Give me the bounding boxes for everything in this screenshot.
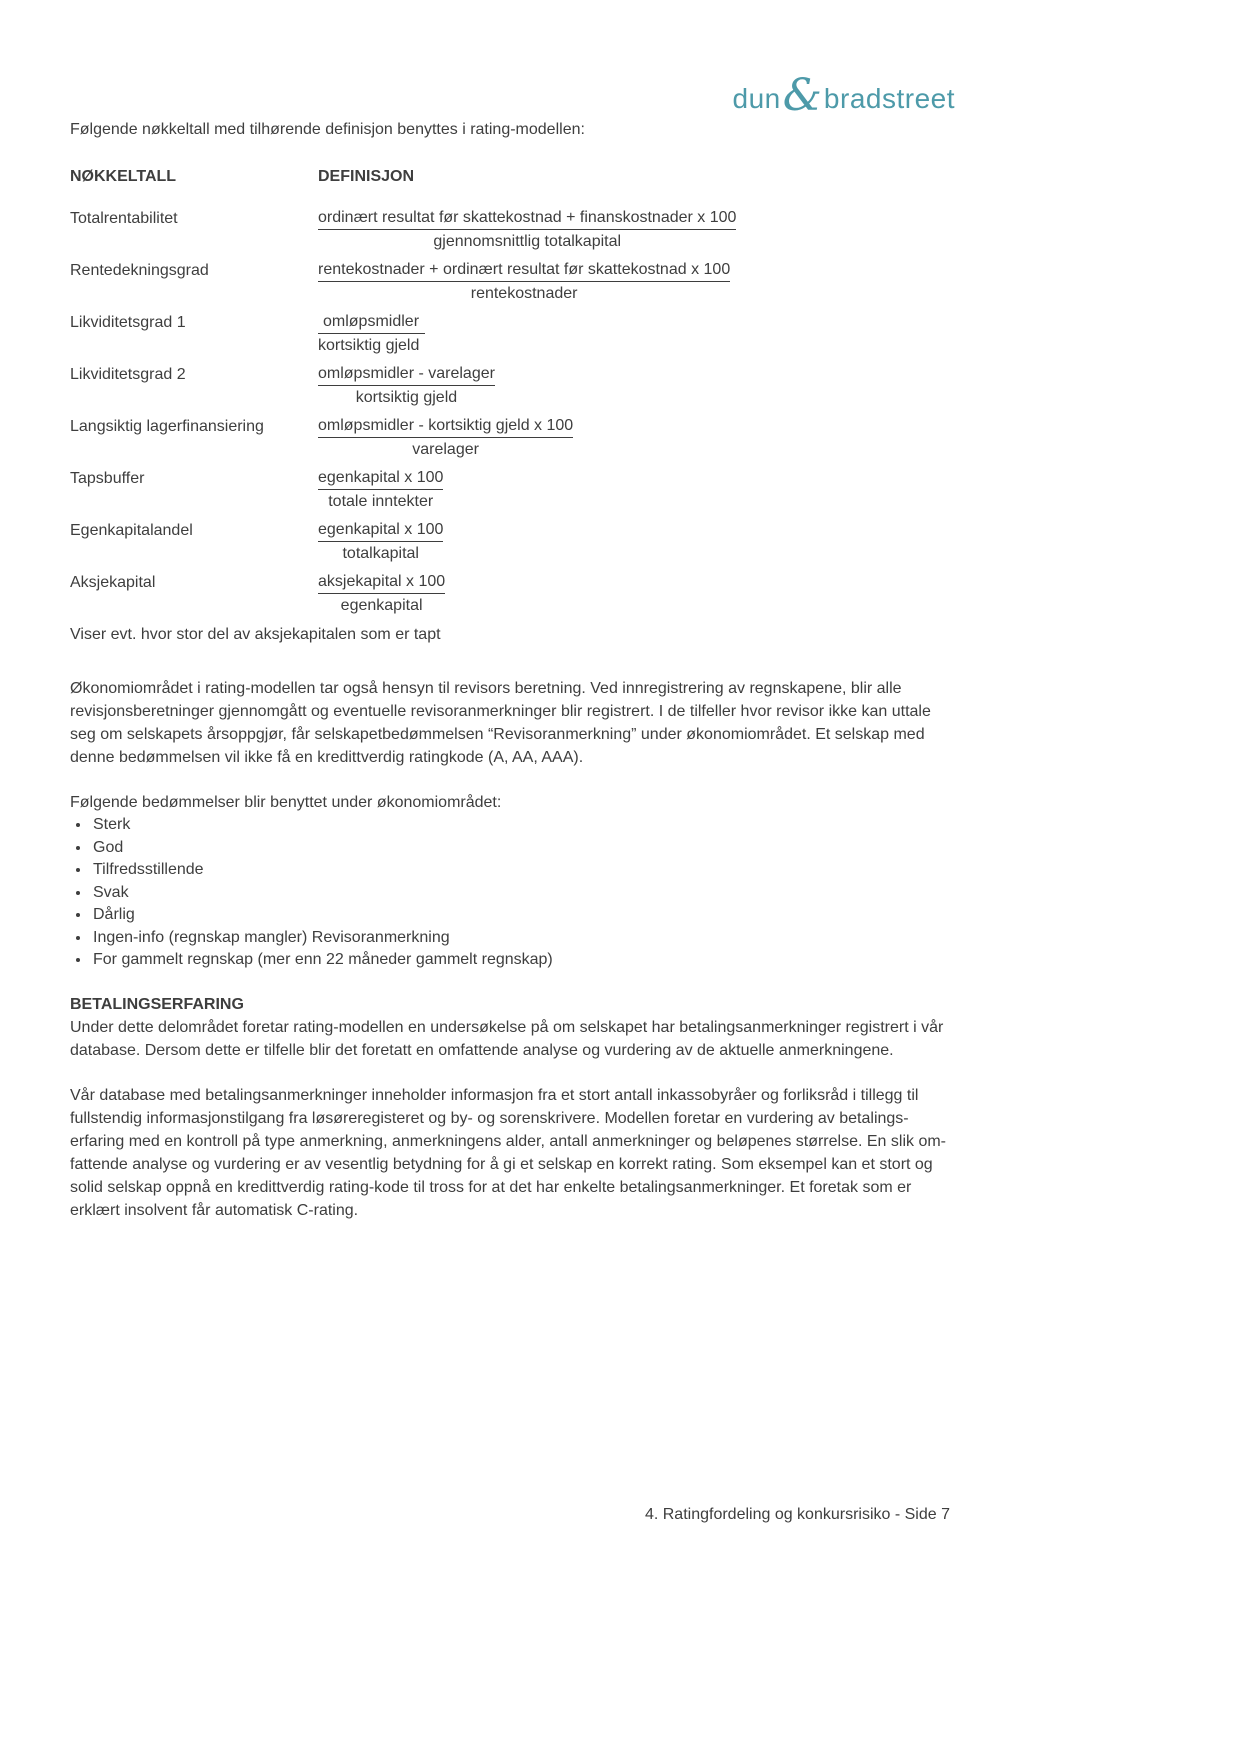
ratio-label: Rentedekningsgrad: [70, 262, 209, 279]
formula-denominator: totalkapital: [342, 545, 419, 562]
formula-fraction: [318, 207, 736, 252]
ratio-label: Likviditetsgrad 1: [70, 314, 186, 331]
page-content: [70, 0, 955, 1222]
formula-fraction: [318, 259, 730, 304]
formula-denominator: egenkapital: [340, 597, 423, 614]
formula-numerator: egenkapital x 100: [318, 467, 443, 490]
formula-denominator: kortsiktig gjeld: [318, 337, 420, 354]
ratio-label: Aksjekapital: [70, 574, 156, 591]
logo-text-bradstreet: bradstreet: [823, 83, 955, 114]
dun-bradstreet-logo: [70, 70, 955, 121]
list-item: • Svak: [91, 882, 955, 905]
formula-denominator: varelager: [412, 441, 479, 458]
ratio-formula: [318, 571, 445, 617]
payment-experience-paragraph-1: Under dette delområdet foretar rating-modellen en undersøkelse på om selskapet har betalingsanmerkninger registrert i vår database. Dersom dette er tilfelle blir det foretatt en omfattende analyse og vurdering av de aktuelle anmerkningene.: [70, 1018, 944, 1059]
table-row: [70, 415, 955, 461]
ratio-label: Tapsbuffer: [70, 470, 145, 487]
list-item: • God: [91, 837, 955, 860]
ratio-label: Egenkapitalandel: [70, 522, 193, 539]
formula-denominator: rentekostnader: [470, 285, 578, 302]
ampersand-icon: &: [782, 70, 822, 121]
formula-fraction: [318, 467, 443, 512]
list-item: • Ingen-info (regnskap mangler) Revisoranmerkning: [91, 927, 955, 950]
assessments-list: [70, 814, 955, 972]
logo-text-dun: dun: [732, 83, 781, 114]
formula-numerator: rentekostnader + ordinært resultat før skattekostnad x 100: [318, 259, 730, 282]
column-header-definisjon: DEFINISJON: [318, 168, 415, 185]
table-row: [70, 519, 955, 565]
assessments-list-intro: Følgende bedømmelser blir benyttet under økonomiområdet:: [70, 794, 502, 811]
table-row: [70, 207, 955, 253]
formula-fraction: [318, 415, 573, 460]
table-note: Viser evt. hvor stor del av aksjekapitalen som er tapt: [70, 626, 441, 643]
ratio-label: Likviditetsgrad 2: [70, 366, 186, 383]
formula-fraction: [318, 519, 443, 564]
list-item: • Tilfredsstillende: [91, 859, 955, 882]
page-footer: 4. Ratingfordeling og konkursrisiko - Side 7: [644, 1506, 950, 1523]
formula-numerator: omløpsmidler: [318, 311, 425, 334]
ratio-formula: [318, 207, 736, 253]
formula-numerator: egenkapital x 100: [318, 519, 443, 542]
formula-denominator: kortsiktig gjeld: [355, 389, 458, 406]
economy-area-paragraph: Økonomiområdet i rating-modellen tar også hensyn til revisors beretning. Ved innregistrering av regnskapene, blir alle revisjonsberetninger gjennomgått og eventuelle revisoranmerkninger blir registrert. I de tilfeller hvor revisor ikke kan uttale seg om selskapets årsoppgjør, får selskapetbedømmelsen “Revisoranmerkning” under økonomiområdet. Et selskap med denne bedømmelsen vil ikke få en kredittverdig ratingkode (A, AA, AAA).: [70, 680, 931, 766]
ratio-label: Langsiktig lagerfinansiering: [70, 418, 264, 435]
table-header-row: [70, 165, 955, 188]
list-item: • For gammelt regnskap (mer enn 22 måneder gammelt regnskap): [91, 949, 955, 972]
list-item: • Sterk: [91, 814, 955, 837]
table-row: [70, 311, 955, 357]
ratio-formula: [318, 415, 573, 461]
ratio-formula: [318, 259, 730, 305]
column-header-nokkeltall: NØKKELTALL: [70, 168, 177, 185]
table-row: [70, 363, 955, 409]
ratios-table: [70, 165, 955, 646]
ratio-formula: [318, 363, 495, 409]
ratio-formula: [318, 311, 425, 357]
table-row: [70, 467, 955, 513]
formula-fraction: [318, 363, 495, 408]
formula-denominator: totale inntekter: [328, 493, 434, 510]
formula-numerator: ordinært resultat før skattekostnad + finanskostnader x 100: [318, 207, 736, 230]
section-heading-betalingserfaring: BETALINGSERFARING: [70, 995, 244, 1013]
formula-fraction: [318, 311, 425, 356]
formula-numerator: aksjekapital x 100: [318, 571, 445, 594]
list-item: • Dårlig: [91, 904, 955, 927]
formula-fraction: [318, 571, 445, 616]
ratio-label: Totalrentabilitet: [70, 210, 178, 227]
table-row: [70, 259, 955, 305]
payment-experience-paragraph-2: Vår database med betalingsanmerkninger inneholder informasjon fra et stort antall inkassobyråer og forliksråd i tillegg til fullstendig informasjonstilgang fra løsøreregisteret og by- og sorenskrivere. Modellen foretar en vurdering av betalings- erfaring med en kontroll på type anmerkning, anmerkningens alder, antall anmerkninger og beløpenes størrelse. En slik om- fattende analyse og vurdering er av vesentlig betydning for å gi et selskap en korrekt rating. Som eksempel kan et stort og solid selskap oppnå en kredittverdig rating-kode til tross for at det har enkelte betalingsanmerkninger. Et foretak som er erklært insolvent får automatisk C-rating.: [70, 1086, 946, 1219]
ratio-formula: [318, 519, 443, 565]
table-row: [70, 571, 955, 617]
intro-text: Følgende nøkkeltall med tilhørende definisjon benyttes i rating-modellen:: [70, 121, 585, 138]
formula-numerator: omløpsmidler - varelager: [318, 363, 495, 386]
formula-denominator: gjennomsnittlig totalkapital: [433, 233, 622, 250]
ratio-formula: [318, 467, 443, 513]
formula-numerator: omløpsmidler - kortsiktig gjeld x 100: [318, 415, 573, 438]
